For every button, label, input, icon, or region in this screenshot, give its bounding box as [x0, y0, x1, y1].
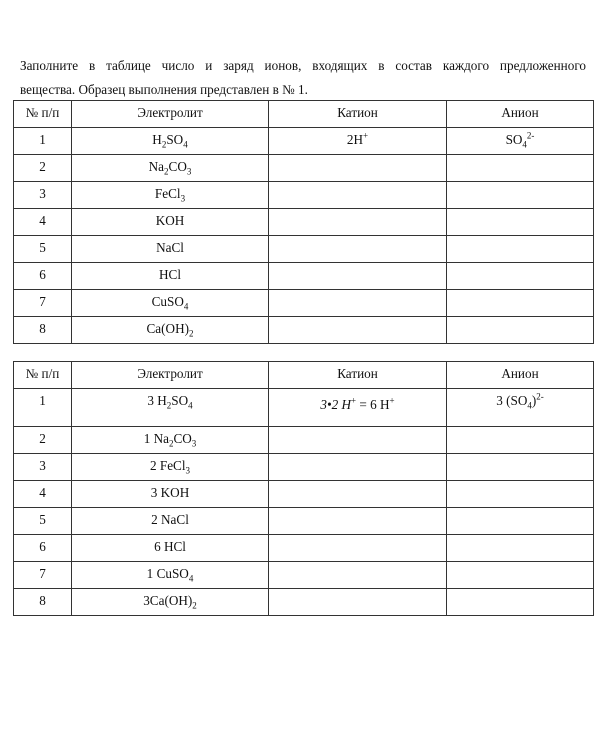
table-header-row [14, 101, 594, 128]
electrolyte-formula: 1 $Na_2CO_3$ [72, 427, 269, 454]
row-number: 1 [14, 389, 72, 427]
anion-cell[interactable] [447, 182, 594, 209]
table-row [14, 317, 594, 344]
anion-cell[interactable] [447, 427, 594, 454]
anion-cell[interactable] [447, 535, 594, 562]
anion-cell[interactable] [447, 508, 594, 535]
electrolyte-formula: 1 CuSO$_4$ [72, 562, 269, 589]
instruction-line-2: вещества. Образец выполнения представлен в № 1. [20, 82, 308, 97]
anion-cell[interactable] [447, 481, 594, 508]
table-row [14, 454, 594, 481]
anion-cell[interactable] [447, 236, 594, 263]
cation-cell[interactable] [269, 317, 447, 344]
cation-cell[interactable] [269, 481, 447, 508]
anion-cell: 3 $(SO_4)^{2-}$ [447, 389, 594, 427]
cation-cell[interactable] [269, 209, 447, 236]
anion-cell[interactable] [447, 589, 594, 616]
electrolyte-formula: $Ca(OH)_2$ [72, 317, 269, 344]
table-row [14, 128, 594, 155]
table-row [14, 562, 594, 589]
anion-cell: $SO_4^{2-}$ [447, 128, 594, 155]
cation-cell[interactable] [269, 236, 447, 263]
table-row [14, 290, 594, 317]
table-row [14, 427, 594, 454]
electrolyte-formula: KOH [72, 209, 269, 236]
anion-cell[interactable] [447, 155, 594, 182]
anion-cell[interactable] [447, 317, 594, 344]
cation-cell[interactable] [269, 290, 447, 317]
cation-cell[interactable] [269, 427, 447, 454]
header-num: № п/п [14, 362, 72, 389]
row-number: 6 [14, 535, 72, 562]
table-row [14, 155, 594, 182]
row-number: 1 [14, 128, 72, 155]
cation-cell[interactable] [269, 508, 447, 535]
row-number: 3 [14, 454, 72, 481]
row-number: 2 [14, 155, 72, 182]
row-number: 4 [14, 209, 72, 236]
table-row [14, 236, 594, 263]
ions-table-example [13, 100, 594, 344]
table-row [14, 481, 594, 508]
cation-cell[interactable] [269, 263, 447, 290]
cation-cell[interactable] [269, 182, 447, 209]
electrolyte-formula: $3Ca(OH)_2$ [72, 589, 269, 616]
header-anion: Анион [447, 362, 594, 389]
row-number: 3 [14, 182, 72, 209]
cation-cell[interactable] [269, 454, 447, 481]
electrolyte-formula: 6 HCl [72, 535, 269, 562]
anion-cell[interactable] [447, 562, 594, 589]
header-cation: Катион [269, 101, 447, 128]
row-number: 5 [14, 508, 72, 535]
header-electrolyte: Электролит [72, 101, 269, 128]
table-row [14, 182, 594, 209]
row-number: 2 [14, 427, 72, 454]
ions-table-coefficients [13, 361, 594, 616]
electrolyte-formula: 3 $H_2SO_4$ [72, 389, 269, 427]
anion-cell[interactable] [447, 263, 594, 290]
electrolyte-formula: 2 NaCl [72, 508, 269, 535]
electrolyte-formula: CuSO$_4$ [72, 290, 269, 317]
electrolyte-formula: NaCl [72, 236, 269, 263]
row-number: 4 [14, 481, 72, 508]
anion-cell[interactable] [447, 209, 594, 236]
row-number: 6 [14, 263, 72, 290]
cation-cell[interactable] [269, 562, 447, 589]
header-cation: Катион [269, 362, 447, 389]
electrolyte-formula: $H_2SO_4$ [72, 128, 269, 155]
electrolyte-formula: 2 FeCl$_3$ [72, 454, 269, 481]
instruction-line-1: Заполните в таблице число и заряд ионов, входящих в состав каждого предложенного [20, 58, 586, 73]
electrolyte-formula: HCl [72, 263, 269, 290]
table-header-row [14, 362, 594, 389]
table-row [14, 535, 594, 562]
cation-cell[interactable] [269, 535, 447, 562]
cation-cell[interactable] [269, 589, 447, 616]
anion-cell[interactable] [447, 454, 594, 481]
cation-cell: 3•2 H+ = 6 H+ [269, 389, 447, 427]
row-number: 8 [14, 589, 72, 616]
anion-cell[interactable] [447, 290, 594, 317]
table-row [14, 589, 594, 616]
cation-cell[interactable] [269, 155, 447, 182]
instruction-text [20, 54, 586, 102]
table-row [14, 389, 594, 427]
row-number: 5 [14, 236, 72, 263]
electrolyte-formula: 3 KOH [72, 481, 269, 508]
table-row [14, 508, 594, 535]
table-row [14, 209, 594, 236]
cation-cell: 2H+ [269, 128, 447, 155]
electrolyte-formula: FeCl$_3$ [72, 182, 269, 209]
header-anion: Анион [447, 101, 594, 128]
row-number: 8 [14, 317, 72, 344]
row-number: 7 [14, 562, 72, 589]
row-number: 7 [14, 290, 72, 317]
table-row [14, 263, 594, 290]
header-electrolyte: Электролит [72, 362, 269, 389]
electrolyte-formula: $Na_2CO_3$ [72, 155, 269, 182]
header-num: № п/п [14, 101, 72, 128]
